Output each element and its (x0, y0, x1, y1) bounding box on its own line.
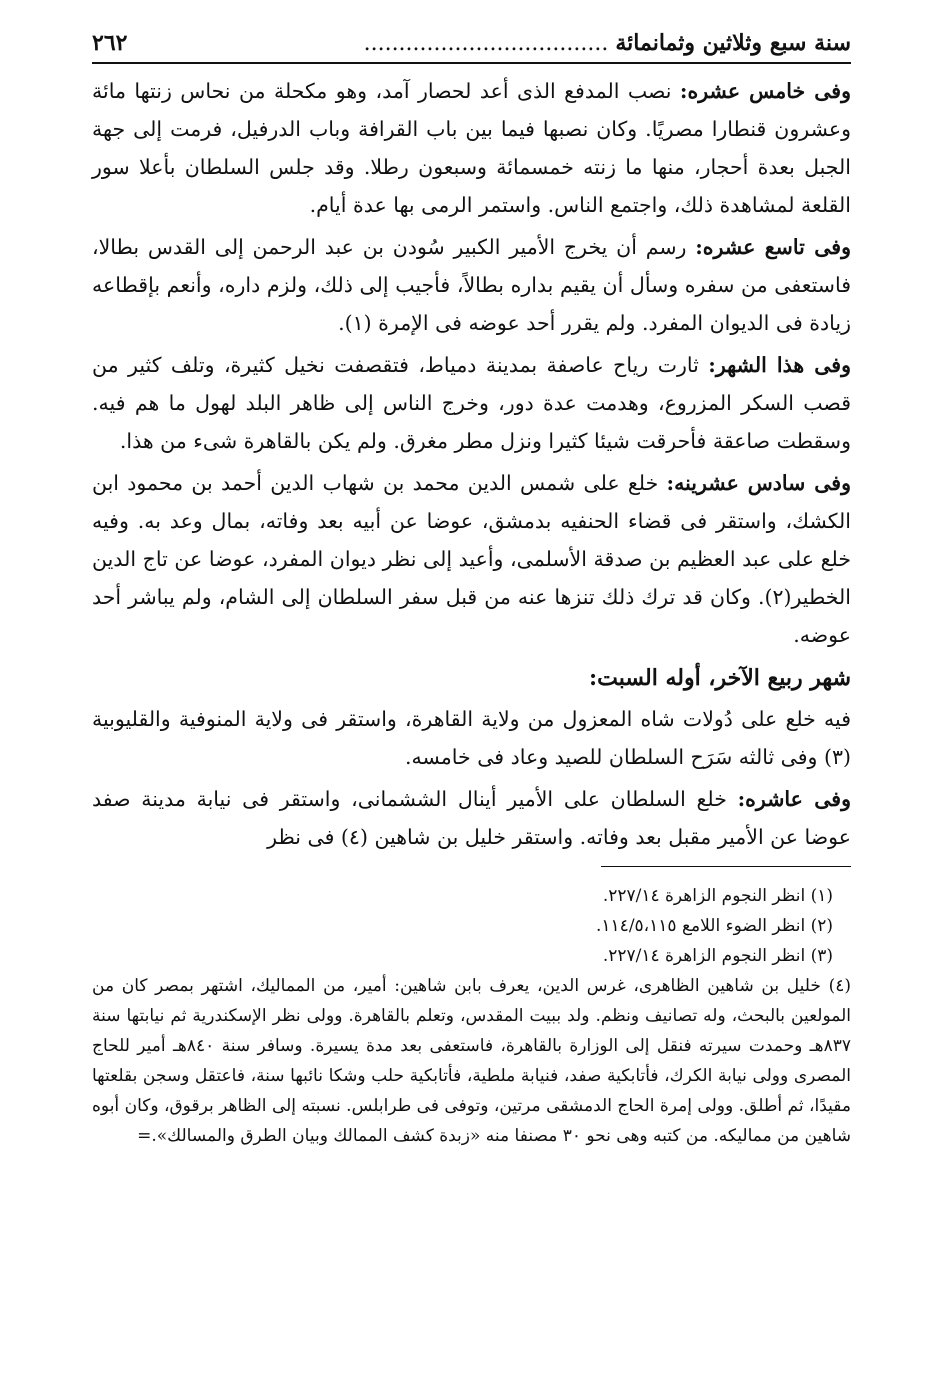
entry-paragraph (92, 464, 851, 654)
footnote: (١) انظر النجوم الزاهرة ٢٢٧/١٤. (602, 886, 833, 906)
page-number: ٢٦٢ (92, 30, 128, 56)
entry-text: ثارت رياح عاصفة بمدينة دمياط، فتقصفت نخيل كثيرة، وتلف كثير من قصب السكر المزروع، وهدمت عدة دور، وخرج الناس إلى ظاهر البلد لهول ما هم فيه. وسقطت صاعقة فأحرقت شيئا كثيرا ونزل مطر مغرق. ولم يكن بالقاهرة شىء من هذا. (92, 353, 851, 453)
entry-text: خلع السلطان على الأمير أينال الششمانى، واستقر فى نيابة مدينة صفد عوضا عن الأمير مقبل بعد وفاته. واستقر خليل بن شاهين (٤) فى نظر (92, 787, 851, 849)
footnote: (٤) خليل بن شاهين الظاهرى، غرس الدين، يعرف بابن شاهين: أمير، من المماليك، اشتهر بمصر كان من المولعين بالبحث، وله تصانيف ونظم. ولد ببيت المقدس، وتعلم بالقاهرة. وولى نظر الإسكندرية ثم نيابتها سنة ٨٣٧هـ وحمدت سيرته فنقل إلى الوزارة بالقاهرة، فاستعفى بعد مدة يسيرة. وسافر سنة ٨٤٠هـ أمير للحاج المصرى وولى نيابة الكرك، فأتابكية صفد، فنيابة ملطية، فأتابكية حلب وشكا نائبها سنة، فاعتقل وسجن بقلعتها مقيدًا، ثم أطلق. وولى إمرة الحاج الدمشقى مرتين، وتوفى فى طرابلس. نسبته إلى الظاهر برقوق، وكان أبوه شاهين من مماليكه. من كتبه وهى نحو ٣٠ مصنفا منه «زبدة كشف الممالك وبيان الطرق والمسالك».= (92, 976, 851, 1146)
footnote: (٢) انظر الضوء اللامع ١١٤/٥،١١٥. (596, 916, 833, 936)
running-head (92, 30, 851, 64)
entry-text: نصب المدفع الذى أعد لحصار آمد، وهو مكحلة من نحاس زنتها مائة وعشرون قنطارا مصريًا. وكان نصبها فيما بين باب القرافة وباب الدرفيل، فرمت إلى جهة الجبل بعدة أحجار، منها ما زنته خمسمائة وسبعون رطلا. وقد جلس السلطان بأعلا سور القلعة لمشاهدة ذلك، واجتمع الناس. واستمر الرمى بها عدة أيام. (92, 79, 851, 217)
entry-text: رسم أن يخرج الأمير الكبير سُودن بن عبد الرحمن إلى القدس بطالا، فاستعفى من سفره وسأل أن يقيم بداره بطالاً، فأجيب إلى ذلك، ولزم داره، وأنعم بإقطاعه زيادة فى الديوان المفرد. ولم يقرر أحد عوضه فى الإمرة (١). (92, 235, 851, 335)
entry-paragraph (92, 72, 851, 224)
entry-paragraph (92, 780, 851, 856)
entry-date-lead: وفى خامس عشره: (679, 79, 852, 103)
main-text (92, 72, 851, 856)
running-head-title: سنة سبع وثلاثين وثمانمائة ..... (364, 30, 851, 56)
footnotes (92, 881, 851, 1151)
entry-paragraph (92, 228, 851, 342)
entry-date-lead: وفى عاشره: (737, 787, 851, 811)
entry-date-lead: وفى سادس عشرينه: (666, 471, 851, 495)
entry-date-lead: وفى تاسع عشره: (695, 235, 851, 259)
entry-text: خلع على شمس الدين محمد بن شهاب الدين أحمد بن محمود ابن الكشك، واستقر فى قضاء الحنفيه بدمشق، عوضا عن أبيه بعد وفاته، بمال وعد به. وفيه خلع على عبد العظيم بن صدقة الأسلمى، وأعيد إلى نظر ديوان المفرد، عوضا عن تاج الدين الخطير(٢). وكان قد ترك ذلك تنزها عنه من قبل سفر السلطان إلى الشام، ولم يباشر أحد عوضه. (92, 471, 851, 647)
entry-paragraph (92, 700, 851, 776)
entry-text: فيه خلع على دُولات شاه المعزول من ولاية القاهرة، واستقر فى ولاية المنوفية والقليوبية (٣) وفى ثالثه سَرَح السلطان للصيد وعاد فى خامسه. (92, 707, 851, 769)
entry-date-lead: وفى هذا الشهر: (708, 353, 851, 377)
month-heading: شهر ربيع الآخر، أوله السبت: (589, 665, 851, 691)
footnote: (٣) انظر النجوم الزاهرة ٢٢٧/١٤. (602, 946, 833, 966)
entry-paragraph (92, 346, 851, 460)
footnote-separator (601, 866, 851, 867)
